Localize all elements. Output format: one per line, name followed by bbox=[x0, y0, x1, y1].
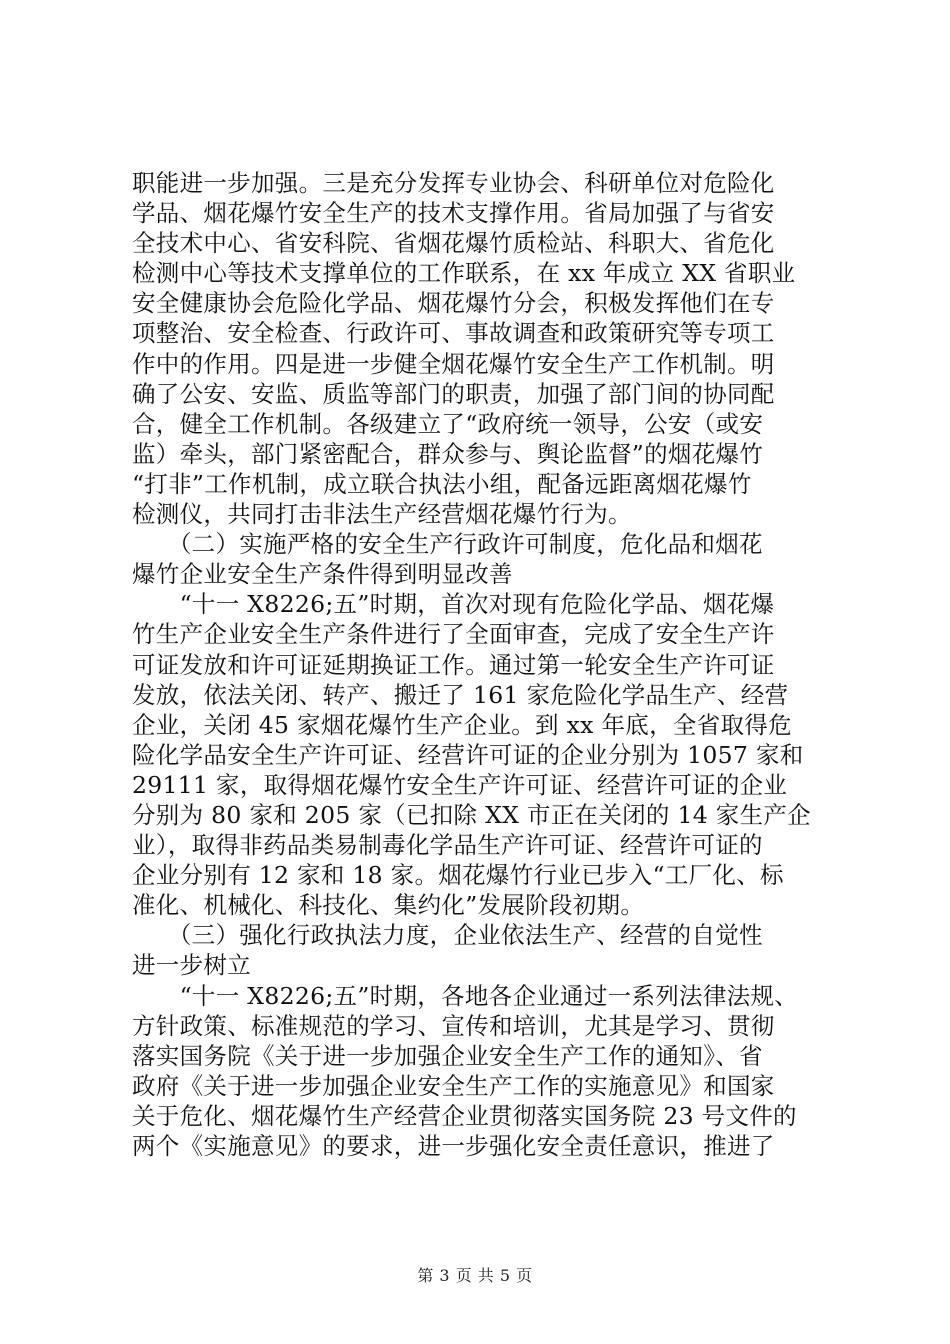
text-line: 企业，关闭 45 家烟花爆竹生产企业。到 xx 年底，全省取得危 bbox=[132, 710, 792, 739]
text-line: 发放，依法关闭、转产、搬迁了 161 家危险化学品生产、经营 bbox=[132, 680, 789, 709]
text-line: 29111 家，取得烟花爆竹安全生产许可证、经营许可证的企业 bbox=[132, 770, 788, 799]
text-line: 政府《关于进一步加强企业安全生产工作的实施意见》和国家 bbox=[132, 1071, 775, 1100]
text-line: 两个《实施意见》的要求，进一步强化安全责任意识，推进了 bbox=[132, 1132, 775, 1160]
text-line: 职能进一步加强。三是充分发挥专业协会、科研单位对危险化 bbox=[132, 169, 775, 197]
text-line: 作中的作用。四是进一步健全烟花爆竹安全生产工作机制。明 bbox=[132, 349, 775, 378]
text-line: “十一 X8226;五”时期，首次对现有危险化学品、烟花爆 bbox=[132, 590, 775, 619]
text-line: 监）牵头，部门紧密配合，群众参与、舆论监督”的烟花爆竹 bbox=[132, 439, 764, 468]
text-line: 方针政策、标准规范的学习、宣传和培训，尤其是学习、贯彻 bbox=[132, 1011, 775, 1040]
text-line: （二）实施严格的安全生产行政许可制度，危化品和烟花 bbox=[132, 530, 763, 559]
text-line: “十一 X8226;五”时期，各地各企业通过一系列法律法规、 bbox=[132, 981, 799, 1010]
text-line: 险化学品安全生产许可证、经营许可证的企业分别为 1057 家和 bbox=[132, 740, 804, 769]
text-line: （三）强化行政执法力度，企业依法生产、经营的自觉性 bbox=[132, 921, 763, 950]
text-line: 竹生产企业安全生产条件进行了全面审查，完成了安全生产许 bbox=[132, 620, 775, 649]
text-line: 确了公安、安监、质监等部门的职责，加强了部门间的协同配 bbox=[132, 379, 775, 408]
text-line: 企业分别有 12 家和 18 家。烟花爆竹行业已步入“工厂化、标 bbox=[132, 861, 784, 890]
text-line: 可证发放和许可证延期换证工作。通过第一轮安全生产许可证 bbox=[132, 650, 775, 679]
text-line: 全技术中心、省安科院、省烟花爆竹质检站、科职大、省危化 bbox=[132, 229, 775, 258]
text-line: 检测中心等技术支撑单位的工作联系，在 xx 年成立 XX 省职业 bbox=[132, 259, 796, 288]
text-line: 爆竹企业安全生产条件得到明显改善 bbox=[132, 560, 513, 589]
text-line: 合，健全工作机制。各级建立了“政府统一领导，公安（或安 bbox=[132, 409, 764, 438]
text-line: 准化、机械化、科技化、集约化”发展阶段初期。 bbox=[132, 891, 645, 920]
page-footer: 第 3 页 共 5 页 bbox=[417, 1266, 533, 1285]
text-line: 进一步树立 bbox=[132, 951, 251, 980]
text-line: 安全健康协会危险化学品、烟花爆竹分会，积极发挥他们在专 bbox=[132, 289, 775, 318]
text-line: 落实国务院《关于进一步加强企业安全生产工作的通知》、省 bbox=[132, 1041, 763, 1070]
text-line: “打非”工作机制，成立联合执法小组，配备远距离烟花爆竹 bbox=[132, 469, 752, 498]
text-line: 业），取得非药品类易制毒化学品生产许可证、经营许可证的 bbox=[132, 831, 763, 860]
text-line: 检测仪，共同打击非法生产经营烟花爆竹行为。 bbox=[132, 500, 632, 529]
text-line: 分别为 80 家和 205 家（已扣除 XX 市正在关闭的 14 家生产企 bbox=[132, 800, 811, 829]
text-line: 项整治、安全检查、行政许可、事故调查和政策研究等专项工 bbox=[132, 319, 775, 348]
body-text bbox=[132, 168, 834, 1161]
text-line: 学品、烟花爆竹安全生产的技术支撑作用。省局加强了与省安 bbox=[132, 199, 775, 228]
text-line: 关于危化、烟花爆竹生产经营企业贯彻落实国务院 23 号文件的 bbox=[132, 1101, 797, 1130]
